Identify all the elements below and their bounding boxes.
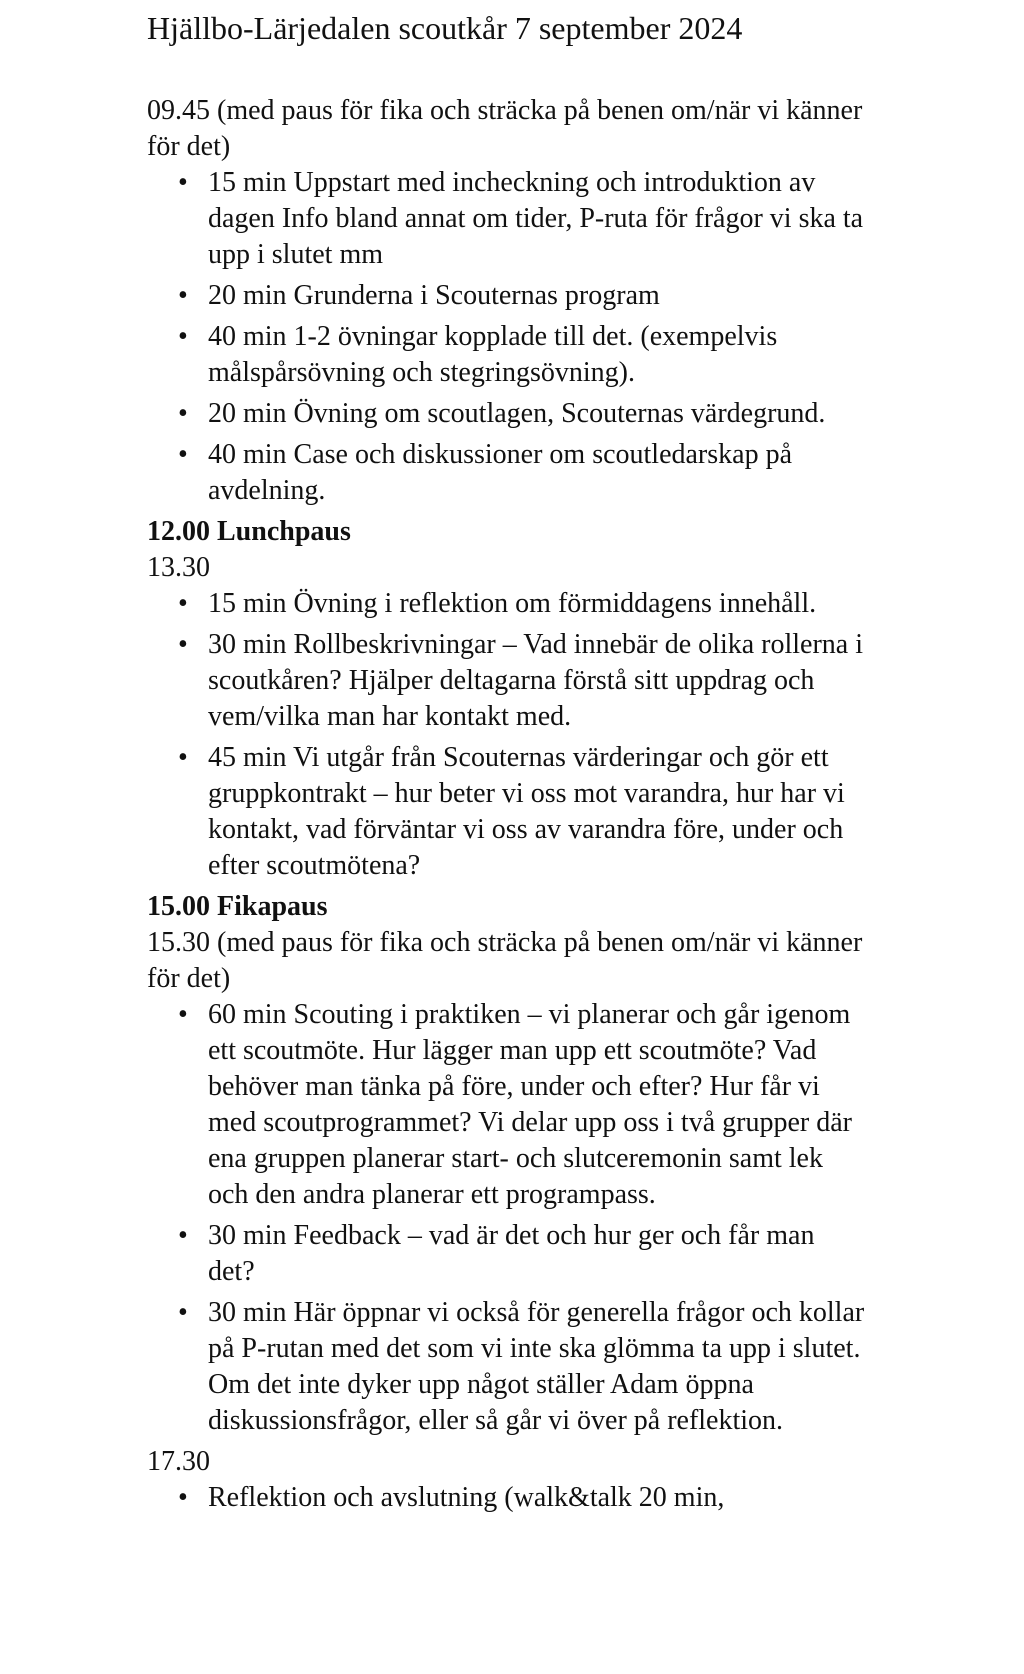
agenda-item <box>147 319 868 391</box>
agenda-list <box>147 586 907 884</box>
bullet-icon: • <box>178 280 188 311</box>
section-heading: 17.30 <box>147 1446 210 1477</box>
agenda-item <box>147 1480 868 1516</box>
agenda-item-text: 30 min Rollbeskrivningar – Vad innebär de olika rollerna i scoutkåren? Hjälper deltagarna förstå sitt uppdrag och vem/vilka man har kontakt med. <box>208 629 864 732</box>
agenda-item-text: 15 min Övning i reflektion om förmiddagens innehåll. <box>208 588 817 619</box>
agenda-list <box>147 165 907 509</box>
agenda-item-text: 15 min Uppstart med incheckning och introduktion av dagen Info bland annat om tider, P-ruta för frågor vi ska ta upp i slutet mm <box>208 167 864 270</box>
bullet-icon: • <box>178 742 188 773</box>
agenda-item <box>147 740 868 884</box>
agenda-item-text: 20 min Övning om scoutlagen, Scouternas värdegrund. <box>208 398 826 429</box>
bullet-icon: • <box>178 398 188 429</box>
bullet-icon: • <box>178 321 188 352</box>
agenda-item <box>147 396 868 432</box>
agenda-item <box>147 1218 868 1290</box>
section-heading: 12.00 Lunchpaus <box>147 516 351 547</box>
agenda-item <box>147 1295 868 1439</box>
document-title: Hjällbo-Lärjedalen scoutkår 7 september 2024 <box>147 10 743 46</box>
agenda-item-text: 60 min Scouting i praktiken – vi planerar och går igenom ett scoutmöte. Hur lägger man upp ett scoutmöte? Vad behöver man tänka på före, under och efter? Hur får vi med scoutprogrammet? Vi delar upp oss i två grupper där ena gruppen planerar start- och slutceremonin samt lek och den andra planerar ett programpass. <box>208 999 852 1210</box>
agenda-item <box>147 437 868 509</box>
agenda-item <box>147 586 868 622</box>
agenda-item <box>147 627 868 735</box>
bullet-icon: • <box>178 999 188 1030</box>
agenda-item-text: 40 min Case och diskussioner om scoutledarskap på avdelning. <box>208 439 793 506</box>
bullet-icon: • <box>178 1220 188 1251</box>
section-heading: 15.00 Fikapaus <box>147 891 328 922</box>
agenda-item-text: Reflektion och avslutning (walk&talk 20 min, <box>208 1482 725 1513</box>
bullet-icon: • <box>178 439 188 470</box>
bullet-icon: • <box>178 1482 188 1513</box>
agenda-item <box>147 997 868 1213</box>
bullet-icon: • <box>178 588 188 619</box>
schedule-content <box>147 93 907 1521</box>
bullet-icon: • <box>178 1297 188 1328</box>
section-heading: 09.45 (med paus för fika och sträcka på benen om/när vi känner för det) <box>147 95 863 162</box>
agenda-item-text: 45 min Vi utgår från Scouternas värderingar och gör ett gruppkontrakt – hur beter vi oss mot varandra, hur har vi kontakt, vad förväntar vi oss av varandra före, under och efter scoutmötena? <box>208 742 845 881</box>
agenda-list <box>147 1480 907 1516</box>
agenda-list <box>147 997 907 1439</box>
agenda-item-text: 20 min Grunderna i Scouternas program <box>208 280 660 311</box>
agenda-item <box>147 278 868 314</box>
agenda-item-text: 40 min 1-2 övningar kopplade till det. (exempelvis målspårsövning och stegringsövning). <box>208 321 778 388</box>
section-heading: 13.30 <box>147 552 210 583</box>
agenda-item-text: 30 min Feedback – vad är det och hur ger och får man det? <box>208 1220 815 1287</box>
bullet-icon: • <box>178 167 188 198</box>
agenda-item-text: 30 min Här öppnar vi också för generella frågor och kollar på P-rutan med det som vi inte ska glömma ta upp i slutet. Om det inte dyker upp något ställer Adam öppna diskussionsfrågor, eller så går vi över på reflektion. <box>208 1297 865 1436</box>
bullet-icon: • <box>178 629 188 660</box>
section-heading: 15.30 (med paus för fika och sträcka på benen om/när vi känner för det) <box>147 927 863 994</box>
agenda-item <box>147 165 868 273</box>
